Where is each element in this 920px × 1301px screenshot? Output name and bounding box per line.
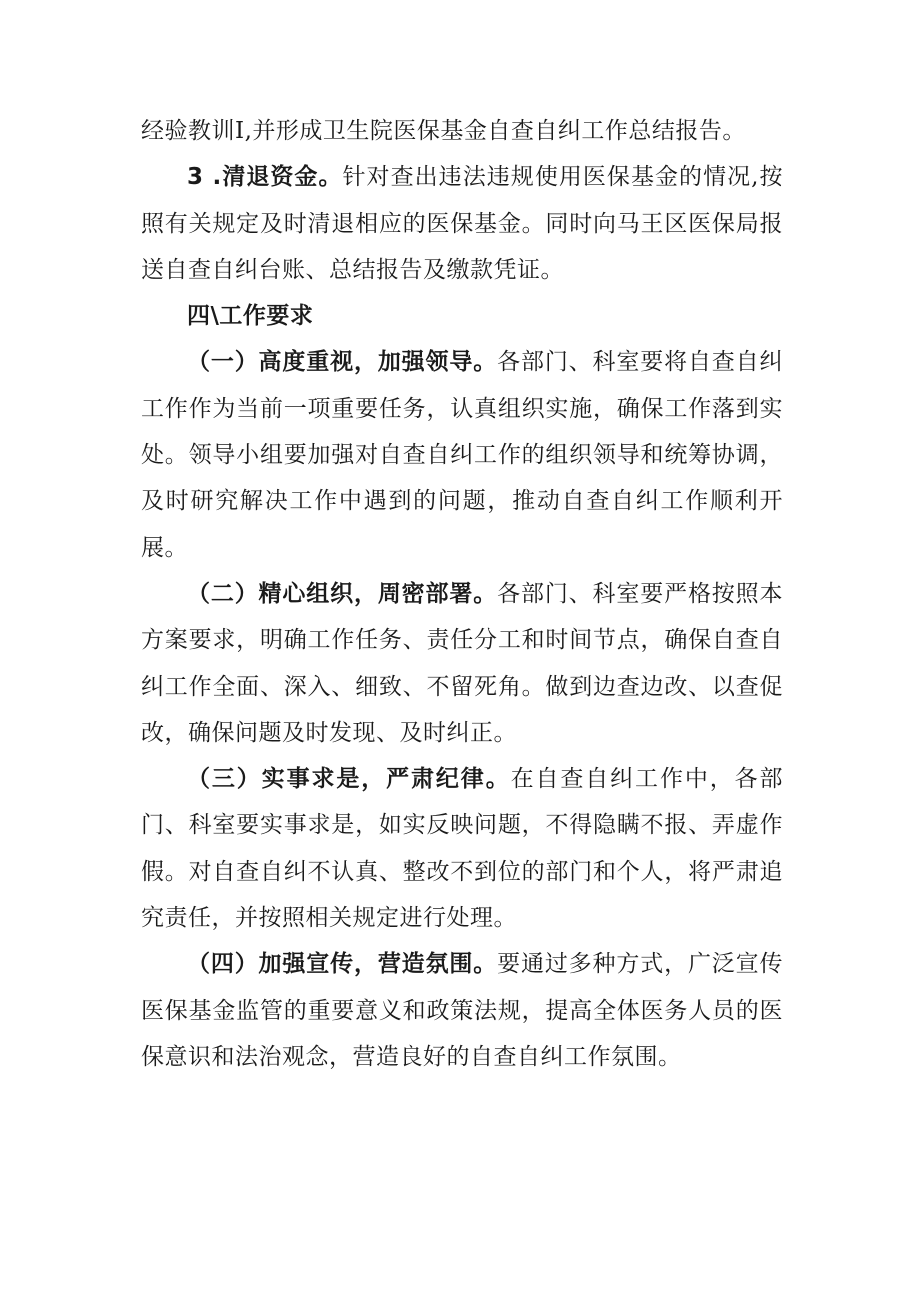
paragraph-requirement-4 — [141, 941, 783, 1080]
paragraph-text: 经验教训I,并形成卫生院医保基金自查自纠工作总结报告。 — [141, 118, 746, 144]
paragraph-lead: （三）实事求是，严肃纪律。 — [187, 766, 511, 793]
paragraph-text: 各部门、科室要严格按照本方案要求，明确工作任务、责任分工和时间节点，确保自查自纠工作全面、深入、细致、不留死角。做到边查边改、以查促改，确保问题及时发现、及时纠正。 — [141, 580, 784, 746]
paragraph-lead: 3 .清退资金。 — [187, 164, 343, 191]
section-heading — [141, 293, 783, 339]
paragraph-requirement-2 — [141, 571, 783, 756]
paragraph-text: 各部门、科室要将自查自纠工作作为当前一项重要任务，认真组织实施，确保工作落到实处。领导小组要加强对自查自纠工作的组织领导和统筹协调，及时研究解决工作中遇到的问题，推动自查自纠工作顺利开展。 — [141, 349, 784, 561]
paragraph-requirement-1 — [141, 339, 783, 570]
document-body — [141, 108, 783, 1080]
paragraph-lead: （一）高度重视，加强领导。 — [187, 349, 498, 376]
paragraph-lead: （四）加强宣传，营造氛围。 — [187, 951, 498, 978]
paragraph-lead: （二）精心组织，周密部署。 — [187, 580, 498, 607]
paragraph-text: 在自查自纠工作中，各部门、科室要实事求是，如实反映问题，不得隐瞒不报、弄虚作假。对自查自纠不认真、整改不到位的部门和个人，将严肃追究责任，并按照相关规定进行处理。 — [141, 766, 784, 932]
paragraph-continuation — [141, 108, 783, 154]
paragraph-text: 针对查出违法违规使用医保基金的情况,按照有关规定及时清退相应的医保基金。同时向马王区医保局报送自查自纠台账、总结报告及缴款凭证。 — [141, 164, 784, 283]
section-heading-text: 四\工作要求 — [187, 303, 314, 330]
paragraph-requirement-3 — [141, 756, 783, 941]
paragraph-refund-funds — [141, 154, 783, 293]
paragraph-text: 要通过多种方式，广泛宣传医保基金监管的重要意义和政策法规，提高全体医务人员的医保意识和法治观念，营造良好的自查自纠工作氛围。 — [141, 951, 784, 1070]
